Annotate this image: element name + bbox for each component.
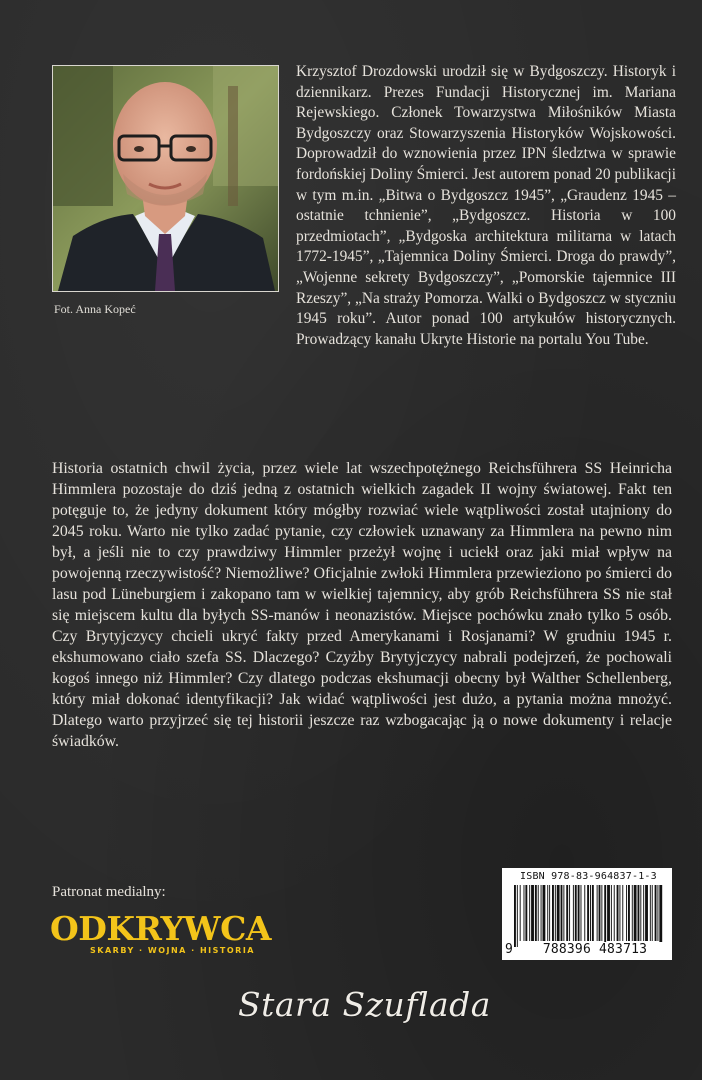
barcode-bar [584, 885, 585, 941]
barcode-bar [604, 885, 606, 947]
barcode-bar [531, 885, 534, 941]
barcode-bar [569, 885, 570, 941]
barcode-bar [517, 885, 518, 947]
barcode-bar [590, 885, 591, 941]
barcode-bar [640, 885, 641, 941]
patronage-label: Patronat medialny: [52, 884, 166, 900]
odkrywca-logo-word: ODKRYWCA [50, 909, 271, 948]
barcode-bar [599, 885, 601, 941]
barcode-bar [555, 885, 556, 941]
barcode-bar [611, 885, 612, 941]
barcode-bar [541, 885, 542, 941]
barcode-bar [619, 885, 620, 941]
barcode-bar [525, 885, 527, 941]
barcode-bar [543, 885, 546, 941]
barcode-bar [650, 885, 651, 941]
barcode-bar [597, 885, 598, 941]
barcode-bar [638, 885, 640, 941]
barcode-bar [628, 885, 630, 941]
barcode-bar [557, 885, 560, 941]
barcode-bar [547, 885, 548, 941]
author-photo [52, 65, 279, 292]
barcode-bar [514, 885, 516, 947]
barcode-bar [561, 885, 563, 941]
isbn-barcode [502, 868, 672, 960]
author-portrait-image [53, 66, 278, 291]
barcode-bar [566, 885, 568, 941]
author-bio: Krzysztof Drozdowski urodził się w Bydgoszczy. Historyk i dziennikarz. Prezes Fundacji Historycznej im. Mariana Rejewskiego. Członek Towarzystwa Miłośników Miasta Bydgoszczy oraz Stowarzyszenia Historyków Wojskowości. Doprowadził do wznowienia przez IPN śledztwa w sprawie fordońskiej Doliny Śmierci. Jest autorem ponad 20 publikacji w tym m.in. „Bitwa o Bydgoszcz 1945”, „Graudenz 1945 – ostatnie tchnienie”, „Bydgoszcz. Historia w 100 przedmiotach”, „Bydgoska architektura militarna w latach 1772-1945”, „Tajemnica Doliny Śmierci. Droga do prawdy”, „Wojenne sekrety Bydgoszczy”, „Pomorskie tajemnice III Rzeszy”, „Na straży Pomorza. Walki o Bydgoszcz w styczniu 1945 roku”. Autor ponad 100 artykułów historycznych. Prowadzący kanału Ukryte Historie na portalu You Tube. [296, 63, 676, 348]
barcode-bar [607, 885, 610, 941]
barcode-bar [524, 885, 525, 941]
barcode-bar [587, 885, 589, 941]
publisher-logo: Stara Szuflada [238, 985, 491, 1024]
barcode-bar [659, 885, 662, 947]
ean-digits: 788396 483713 [520, 942, 670, 957]
barcode-bar [622, 885, 623, 941]
barcode-bar [614, 885, 615, 941]
barcode-bar [652, 885, 653, 941]
ean-first-digit: 9 [505, 942, 513, 957]
barcode-bar [563, 885, 564, 941]
barcode-bar [645, 885, 648, 941]
barcode-bar [634, 885, 637, 941]
barcode-bar [549, 885, 550, 941]
barcode-bar [581, 885, 582, 941]
barcode-bars [514, 885, 664, 947]
barcode-bar [632, 885, 633, 941]
barcode-bar [575, 885, 577, 941]
barcode-bar [538, 885, 539, 941]
book-description: Historia ostatnich chwil życia, przez wiele lat wszechpotężnego Reichsführera SS Heinricha Himmlera pozostaje do dziś jedną z ostatnich wielkich zagadek II wojny światowej. Fakt ten potęguje to, że jedyny dokument który mógłby rozwiać wiele wątpliwości został utajniony do 2045 roku. Warto nie tylko zadać pytanie, czy człowiek uznawany za Himmlera na pewno nim był, a jeśli nie to czy prawdziwy Himmler przeżył wojnę i uciekł oraz jaki miał wpływ na powojenną rzeczywistość? Niemożliwe? Oficjalnie zwłoki Himmlera przewieziono po śmierci do lasu pod Lüneburgiem i zakopano tam w wielkiej tajemnicy, aby grób Reichsführera SS nie stał się miejscem kultu dla byłych SS-manów i neonazistów. Miejsce pochówku znało tylko 5 osób. Czy Brytyjczycy chcieli ukryć fakty przed Amerykanami i Rosjanami? W grudniu 1945 r. ekshumowano ciało szefa SS. Dlaczego? Czyżby Brytyjczycy nabrali podejrzeń, że pochowali kogoś innego niż Himmler? Czy dlatego podczas ekshumacji obecny był Walther Schellenberg, który miał dokonać identyfikacji? Jak widać wątpliwości jest dużo, a pytania można mnożyć. Dlatego warto przyjrzeć się tej historii jeszcze raz wzbogacając ją o nowe dokumenty i relacje świadków. [52, 460, 672, 750]
barcode-bar [601, 885, 602, 941]
odkrywca-logo-tagline: SKARBY · WOJNA · HISTORIA [90, 946, 255, 955]
isbn-number: ISBN 978-83-964837-1-3 [520, 871, 657, 882]
barcode-bar [573, 885, 574, 941]
barcode-bar [520, 885, 521, 941]
barcode-bar [529, 885, 530, 941]
barcode-bar [535, 885, 537, 941]
photo-credit: Fot. Anna Kopeć [54, 302, 136, 316]
barcode-bar [655, 885, 657, 941]
barcode-bar [643, 885, 644, 941]
barcode-bar [657, 885, 658, 941]
barcode-bar [626, 885, 627, 941]
barcode-bar [552, 885, 554, 941]
barcode-bar [617, 885, 619, 941]
barcode-bar [578, 885, 580, 941]
odkrywca-logo [50, 909, 271, 955]
barcode-bar [592, 885, 594, 941]
